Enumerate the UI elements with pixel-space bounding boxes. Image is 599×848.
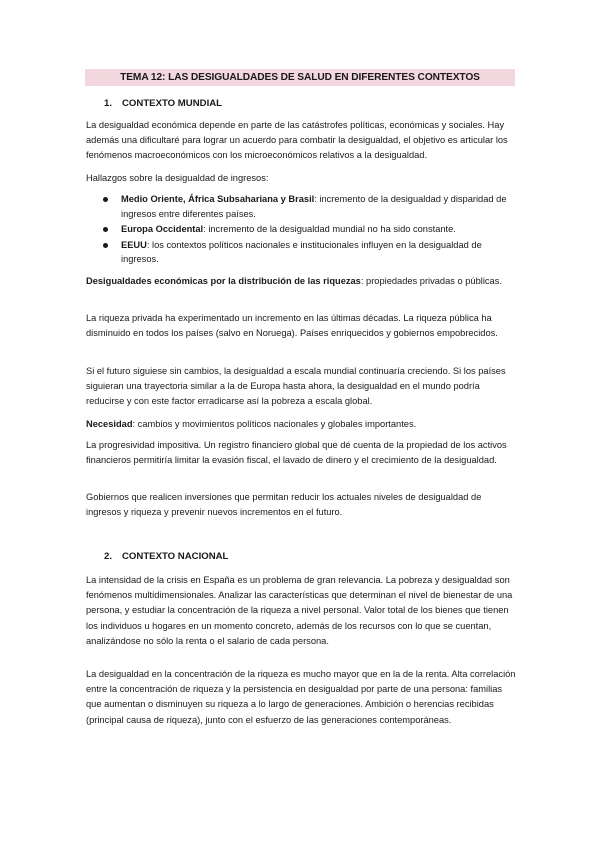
paragraph: La desigualdad económica depende en parte de las catástrofes políticas, económicas y sociales. Hay además una dificultaré para lograr un acuerdo para combatir la desigualdad, el objetivo es articular los fenómenos macroeconómicos con los microeconómicos relativos a la desigualdad. [86,120,508,161]
bullet-icon [103,243,108,248]
paragraph [86,274,516,289]
section-number: 1. [104,98,113,109]
paragraph: Hallazgos sobre la desigualdad de ingresos: [86,173,269,183]
paragraph: Si el futuro siguiese sin cambios, la desigualdad a escala mundial continuaría creciendo. Si los países siguieran una trayectoria similar a la de Europa hasta ahora, la desigualdad en el mundo podría reducirse y con este factor erradicarse así la pobreza a escala global. [86,366,506,407]
paragraph: La intensidad de la crisis en España es un problema de gran relevancia. La pobreza y desigualdad son fenómenos multidimensionales. Analizar las características que determinan el nivel de bienestar de una persona, y estudiar la concentración de la riqueza a nivel personal. Valor total de los bienes que tienen los individuos u hogares en un momento concreto, además de los recursos con lo que se cuentan, analizándose no sólo la renta o el salario de cada persona. [86,575,513,646]
list-item [86,192,516,221]
section-heading-text: CONTEXTO NACIONAL [122,551,229,562]
paragraph [86,417,516,432]
bullet-icon [103,197,108,202]
list-item-text: : incremento de la desigualdad y disparidad de ingresos entre diferentes países. [121,194,507,219]
section-heading-text: CONTEXTO MUNDIAL [122,98,223,109]
list-item [86,238,516,267]
section-heading-contexto-mundial [104,97,222,110]
bullet-icon [103,227,108,232]
section-number: 2. [104,551,113,562]
paragraph: Gobiernos que realicen inversiones que permitan reducir los actuales niveles de desigualdad de ingresos y riqueza y prevenir nuevos incrementos en el futuro. [86,492,482,518]
list-item-bold: Medio Oriente, África Subsahariana y Brasil [121,194,315,204]
paragraph-bold: Necesidad [86,419,133,429]
section-heading-contexto-nacional [104,550,228,563]
list-item [86,222,516,237]
paragraph-text: : cambios y movimientos políticos nacionales y globales importantes. [132,419,417,429]
bullet-list [86,192,516,268]
list-item-bold: Europa Occidental [121,224,204,235]
paragraph: La riqueza privada ha experimentado un incremento en las últimas décadas. La riqueza pública ha disminuido en todos los países (salvo en Noruega). Países enriquecidos y gobiernos empobrecidos. [86,313,498,339]
paragraph-bold: Desigualdades económicas por la distribución de las riquezas [86,276,361,286]
list-item-bold: EEUU [121,239,147,250]
list-item-text: : los contextos políticos nacionales e institucionales influyen en la desigualdad de ingresos. [121,239,482,265]
paragraph-text: : propiedades privadas o públicas. [360,276,502,286]
page-title: TEMA 12: LAS DESIGUALDADES DE SALUD EN DIFERENTES CONTEXTOS [120,72,480,83]
paragraph: La desigualdad en la concentración de la riqueza es mucho mayor que en la de la renta. Alta correlación entre la concentración de riqueza y la persistencia en desigualdad por parte de una persona: familias que aumentan o disminuyen su riqueza a lo largo de generaciones. Ambición o herencias recibidas (principal causa de riqueza), junto con el esfuerzo de las generaciones contemporáneas. [86,669,516,725]
paragraph: La progresividad impositiva. Un registro financiero global que dé cuenta de la propiedad de los activos financieros permitiría limitar la evasión fiscal, el lavado de dinero y el crecimiento de la desigualdad. [86,440,507,466]
list-item-text: : incremento de la desigualdad mundial no ha sido constante. [203,224,456,235]
